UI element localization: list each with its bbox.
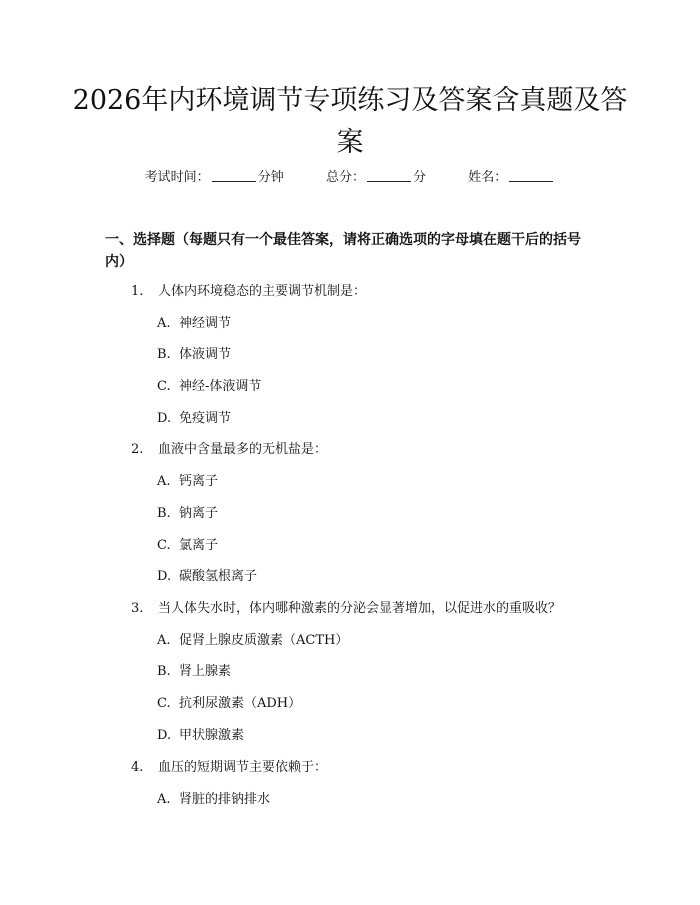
question-text: 血液中含量最多的无机盐是： <box>158 442 328 457</box>
name-field <box>468 168 555 188</box>
option-letter: B. <box>157 664 171 679</box>
question-2-option-c <box>157 536 218 556</box>
question-number: 3. <box>131 601 144 616</box>
option-letter: C. <box>157 379 171 394</box>
name-blank <box>509 169 553 182</box>
option-text: 神经-体液调节 <box>179 379 262 394</box>
total-score-label: 总分： <box>325 170 365 185</box>
option-letter: A. <box>157 316 171 331</box>
option-letter: B. <box>157 347 171 362</box>
page-title: 2026年内环境调节专项练习及答案含真题及答案 <box>72 85 628 158</box>
question-text: 当人体失水时，体内哪种激素的分泌会显著增加，以促进水的重吸收？ <box>158 601 562 616</box>
question-3-option-b <box>157 662 231 682</box>
question-2-option-b <box>157 504 218 524</box>
option-text: 促肾上腺皮质激素（ACTH） <box>179 633 349 648</box>
total-score-unit: 分 <box>413 170 427 185</box>
option-text: 神经调节 <box>179 316 232 331</box>
question-text: 血压的短期调节主要依赖于： <box>158 760 328 775</box>
option-text: 免疫调节 <box>179 411 232 426</box>
question-4 <box>131 758 327 778</box>
question-1 <box>131 282 366 302</box>
question-2-option-d <box>157 567 257 587</box>
total-score-field <box>326 168 426 188</box>
question-1-option-b <box>157 345 231 365</box>
exam-time-field <box>145 168 284 188</box>
option-letter: D. <box>157 728 172 743</box>
question-3-option-c <box>157 694 301 714</box>
option-text: 碳酸氢根离子 <box>179 569 258 584</box>
option-letter: C. <box>157 696 171 711</box>
question-3-option-d <box>157 726 244 746</box>
exam-meta <box>0 168 700 188</box>
option-text: 肾脏的排钠排水 <box>179 792 271 807</box>
total-score-blank <box>367 169 411 182</box>
option-text: 钠离子 <box>179 506 219 521</box>
option-letter: B. <box>157 506 171 521</box>
option-text: 氯离子 <box>179 538 219 553</box>
question-4-option-a <box>157 790 270 810</box>
question-1-option-a <box>157 314 231 334</box>
option-text: 钙离子 <box>179 474 219 489</box>
question-2 <box>131 440 327 460</box>
section-heading: 一、选择题（每题只有一个最佳答案，请将正确选项的字母填在题干后的括号内） <box>105 232 581 270</box>
question-1-option-d <box>157 409 231 429</box>
exam-time-unit: 分钟 <box>257 170 284 185</box>
option-letter: D. <box>157 411 172 426</box>
question-1-option-c <box>157 377 261 397</box>
exam-time-blank <box>212 169 256 182</box>
option-letter: A. <box>157 792 171 807</box>
question-2-option-a <box>157 472 218 492</box>
question-3-option-a <box>157 631 348 651</box>
question-number: 2. <box>131 442 144 457</box>
option-letter: C. <box>157 538 171 553</box>
option-text: 肾上腺素 <box>179 664 232 679</box>
question-text: 人体内环境稳态的主要调节机制是： <box>158 284 367 299</box>
question-number: 4. <box>131 760 144 775</box>
option-letter: A. <box>157 474 171 489</box>
option-text: 体液调节 <box>179 347 232 362</box>
question-number: 1. <box>131 284 144 299</box>
name-label: 姓名： <box>468 170 508 185</box>
option-letter: A. <box>157 633 171 648</box>
option-letter: D. <box>157 569 172 584</box>
option-text: 甲状腺激素 <box>179 728 245 743</box>
option-text: 抗利尿激素（ADH） <box>179 696 302 711</box>
exam-time-label: 考试时间： <box>144 170 210 185</box>
question-3 <box>131 599 561 619</box>
